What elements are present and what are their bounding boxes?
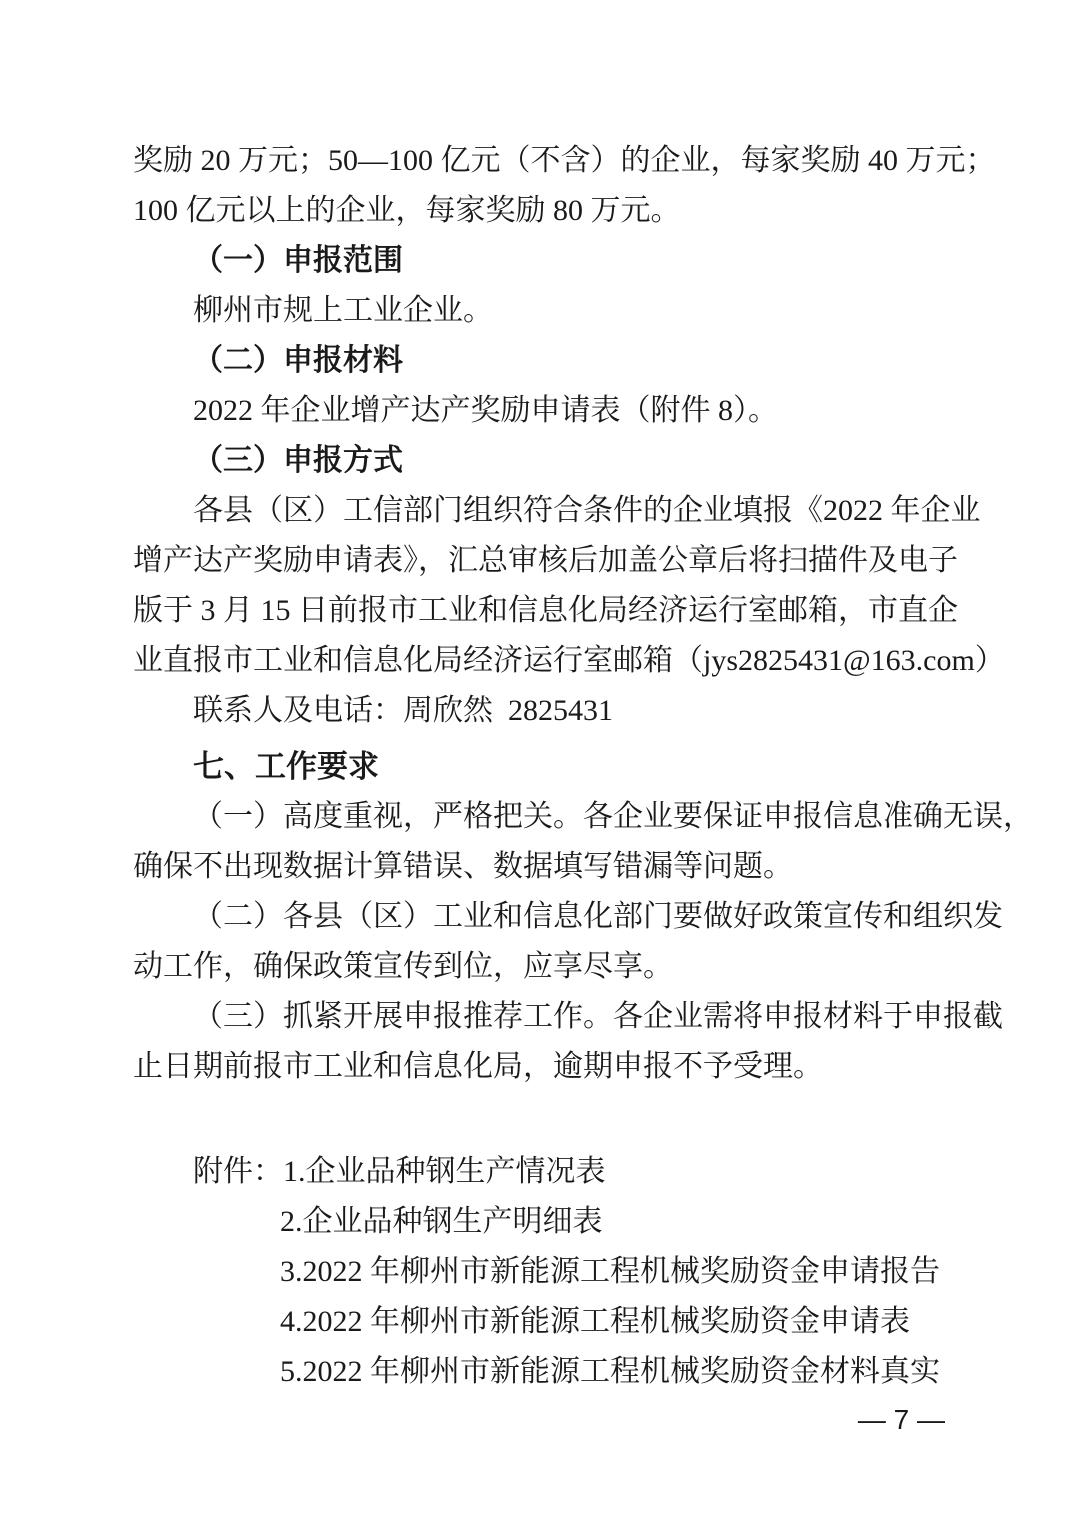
attachment-list-item: 5.2022 年柳州市新能源工程机械奖励资金材料真实 [280,1355,940,1388]
text-line: 各县（区）工信部门组织符合条件的企业填报《2022 年企业 [193,494,981,527]
text-line: 止日期前报市工业和信息化局，逾期申报不予受理。 [133,1050,823,1083]
text-line: （二）各县（区）工业和信息化部门要做好政策宣传和组织发 [193,900,1003,933]
text-line: 版于 3 月 15 日前报市工业和信息化局经济运行室邮箱，市直企 [133,594,958,627]
text-line: （三）抓紧开展申报推荐工作。各企业需将申报材料于申报截 [193,1000,1003,1033]
text-line: 柳州市规上工业企业。 [193,294,493,327]
attachment-list-item: 3.2022 年柳州市新能源工程机械奖励资金申请报告 [280,1255,940,1288]
text-line: 2022 年企业增产达产奖励申请表（附件 8）。 [193,394,778,427]
text-line: 确保不出现数据计算错误、数据填写错漏等问题。 [133,850,793,883]
attachment-list-item: 4.2022 年柳州市新能源工程机械奖励资金申请表 [280,1305,910,1338]
section-subheading-1: （一）申报范围 [193,244,403,277]
attachment-list-item: 2.企业品种钢生产明细表 [280,1205,603,1238]
attachment-list-label: 附件：1.企业品种钢生产情况表 [193,1155,606,1188]
text-line: 增产达产奖励申请表》，汇总审核后加盖公章后将扫描件及电子 [133,544,958,577]
contact-line: 联系人及电话：周欣然 2825431 [193,694,613,727]
section-heading: 七、工作要求 [193,749,379,784]
text-line: 100 亿元以上的企业，每家奖励 80 万元。 [133,194,681,227]
section-subheading-3: （三）申报方式 [193,444,403,477]
section-subheading-2: （二）申报材料 [193,344,403,377]
text-line: 动工作，确保政策宣传到位，应享尽享。 [133,950,673,983]
text-line: 奖励 20 万元；50—100 亿元（不含）的企业，每家奖励 40 万元； [133,144,996,177]
document-body [133,136,1033,1397]
text-line-email: 业直报市工业和信息化局经济运行室邮箱（jys2825431@163.com） [133,644,1005,677]
page-number: — 7 — [857,1404,945,1435]
text-line: （一）高度重视，严格把关。各企业要保证申报信息准确无误， [193,800,1033,833]
